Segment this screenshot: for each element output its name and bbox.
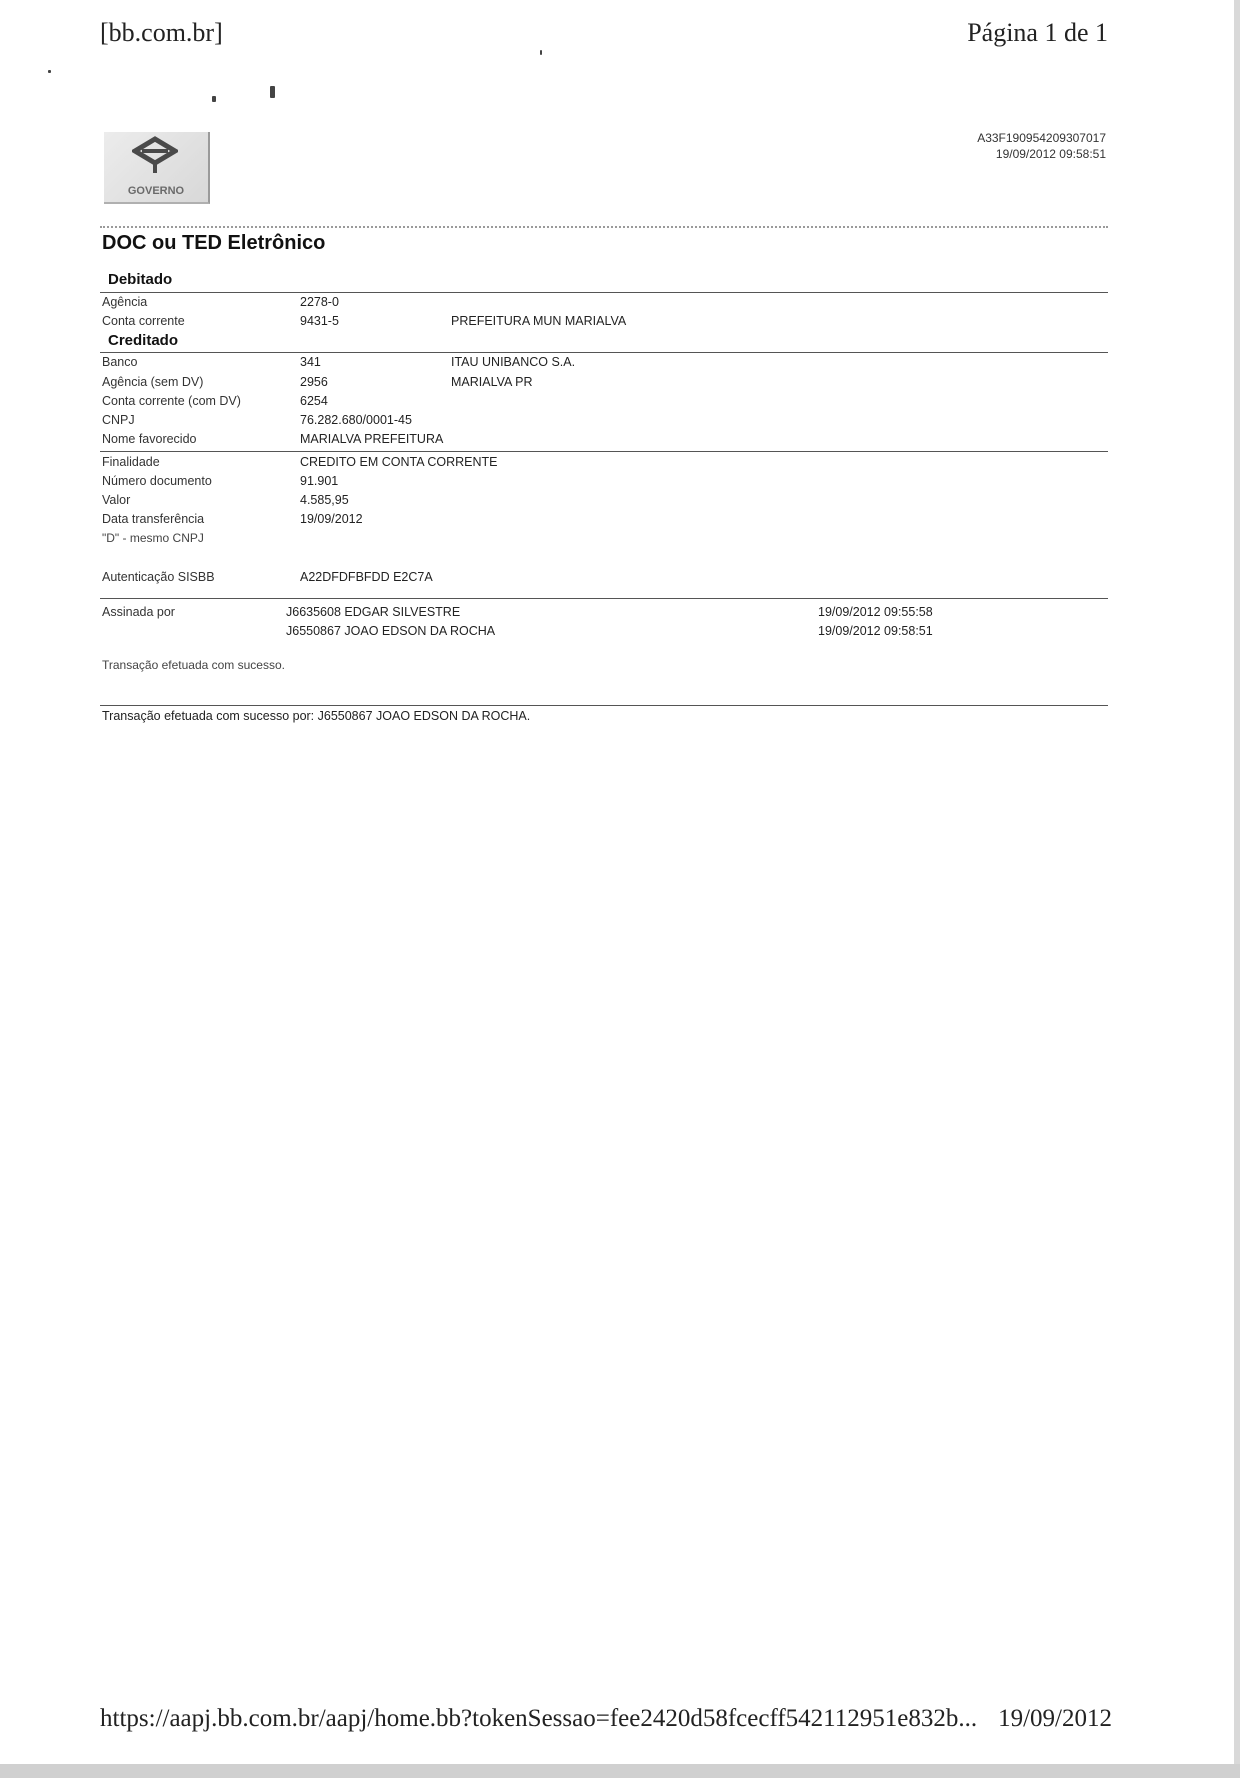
scan-speck <box>270 86 275 98</box>
page-header-site: [bb.com.br] <box>100 18 223 47</box>
amount-label: Valor <box>102 493 131 507</box>
page-footer-date: 19/09/2012 <box>998 1705 1112 1732</box>
page-header-page-number: Página 1 de 1 <box>967 18 1108 47</box>
divider <box>100 598 1108 599</box>
signer-datetime: 19/09/2012 09:58:51 <box>818 624 933 638</box>
purpose-value: CREDITO EM CONTA CORRENTE <box>300 455 498 469</box>
divider <box>100 451 1108 452</box>
purpose-label: Finalidade <box>102 455 160 469</box>
authentication-label: Autenticação SISBB <box>102 570 215 584</box>
scan-edge-right <box>1234 0 1240 1778</box>
divider <box>100 705 1108 706</box>
page-footer-url: https://aapj.bb.com.br/aapj/home.bb?tokenSessao=fee2420d58fcecff542112951e832b... <box>100 1705 978 1732</box>
header-divider <box>100 226 1108 228</box>
same-cnpj-note: "D" - mesmo CNPJ <box>102 531 204 545</box>
divider <box>100 292 1108 293</box>
document-number-label: Número documento <box>102 474 212 488</box>
transaction-identifier <box>977 130 1106 162</box>
status-message: Transação efetuada com sucesso. <box>102 658 285 672</box>
credit-city: MARIALVA PR <box>451 375 533 389</box>
scan-edge-bottom <box>0 1764 1240 1778</box>
divider <box>100 352 1108 353</box>
scan-speck <box>48 70 51 73</box>
section-creditado-heading: Creditado <box>108 332 179 349</box>
debit-agency-value: 2278-0 <box>300 295 339 309</box>
credit-beneficiary-label: Nome favorecido <box>102 432 197 446</box>
credit-beneficiary-value: MARIALVA PREFEITURA <box>300 432 444 446</box>
credit-bank-name: ITAU UNIBANCO S.A. <box>451 355 576 369</box>
credit-agency-value: 2956 <box>300 375 328 389</box>
page-title: DOC ou TED Eletrônico <box>102 232 326 254</box>
bank-logo-icon <box>132 136 178 176</box>
signer-name: J6635608 EDGAR SILVESTRE <box>286 605 461 619</box>
debit-account-value: 9431-5 <box>300 314 339 328</box>
transaction-timestamp: 19/09/2012 09:58:51 <box>995 147 1106 161</box>
section-debitado-heading: Debitado <box>108 271 173 288</box>
authentication-code: A22DFDFBFDD E2C7A <box>300 570 433 584</box>
document-number-value: 91.901 <box>300 474 339 488</box>
credit-agency-label: Agência (sem DV) <box>102 375 204 389</box>
signer-name: J6550867 JOAO EDSON DA ROCHA <box>286 624 496 638</box>
credit-bank-label: Banco <box>102 355 138 369</box>
signer-datetime: 19/09/2012 09:55:58 <box>818 605 933 619</box>
scan-speck <box>212 96 216 102</box>
final-status-message: Transação efetuada com sucesso por: J6550867 JOAO EDSON DA ROCHA. <box>102 709 531 723</box>
bank-logo <box>104 132 210 204</box>
logo-label: GOVERNO <box>127 185 185 197</box>
credit-account-label: Conta corrente (com DV) <box>102 394 241 408</box>
signed-by-label: Assinada por <box>102 605 175 619</box>
amount-value: 4.585,95 <box>300 493 349 507</box>
debit-account-label: Conta corrente <box>102 314 185 328</box>
transfer-date-value: 19/09/2012 <box>300 512 363 526</box>
transfer-date-label: Data transferência <box>102 512 205 526</box>
credit-bank-code: 341 <box>300 355 321 369</box>
transaction-code: A33F190954209307017 <box>977 131 1106 145</box>
credit-cnpj-label: CNPJ <box>102 413 135 427</box>
credit-cnpj-value: 76.282.680/0001-45 <box>300 413 412 427</box>
scan-speck <box>540 50 542 55</box>
debit-agency-label: Agência <box>102 295 148 309</box>
debit-holder-name: PREFEITURA MUN MARIALVA <box>451 314 627 328</box>
credit-account-value: 6254 <box>300 394 328 408</box>
